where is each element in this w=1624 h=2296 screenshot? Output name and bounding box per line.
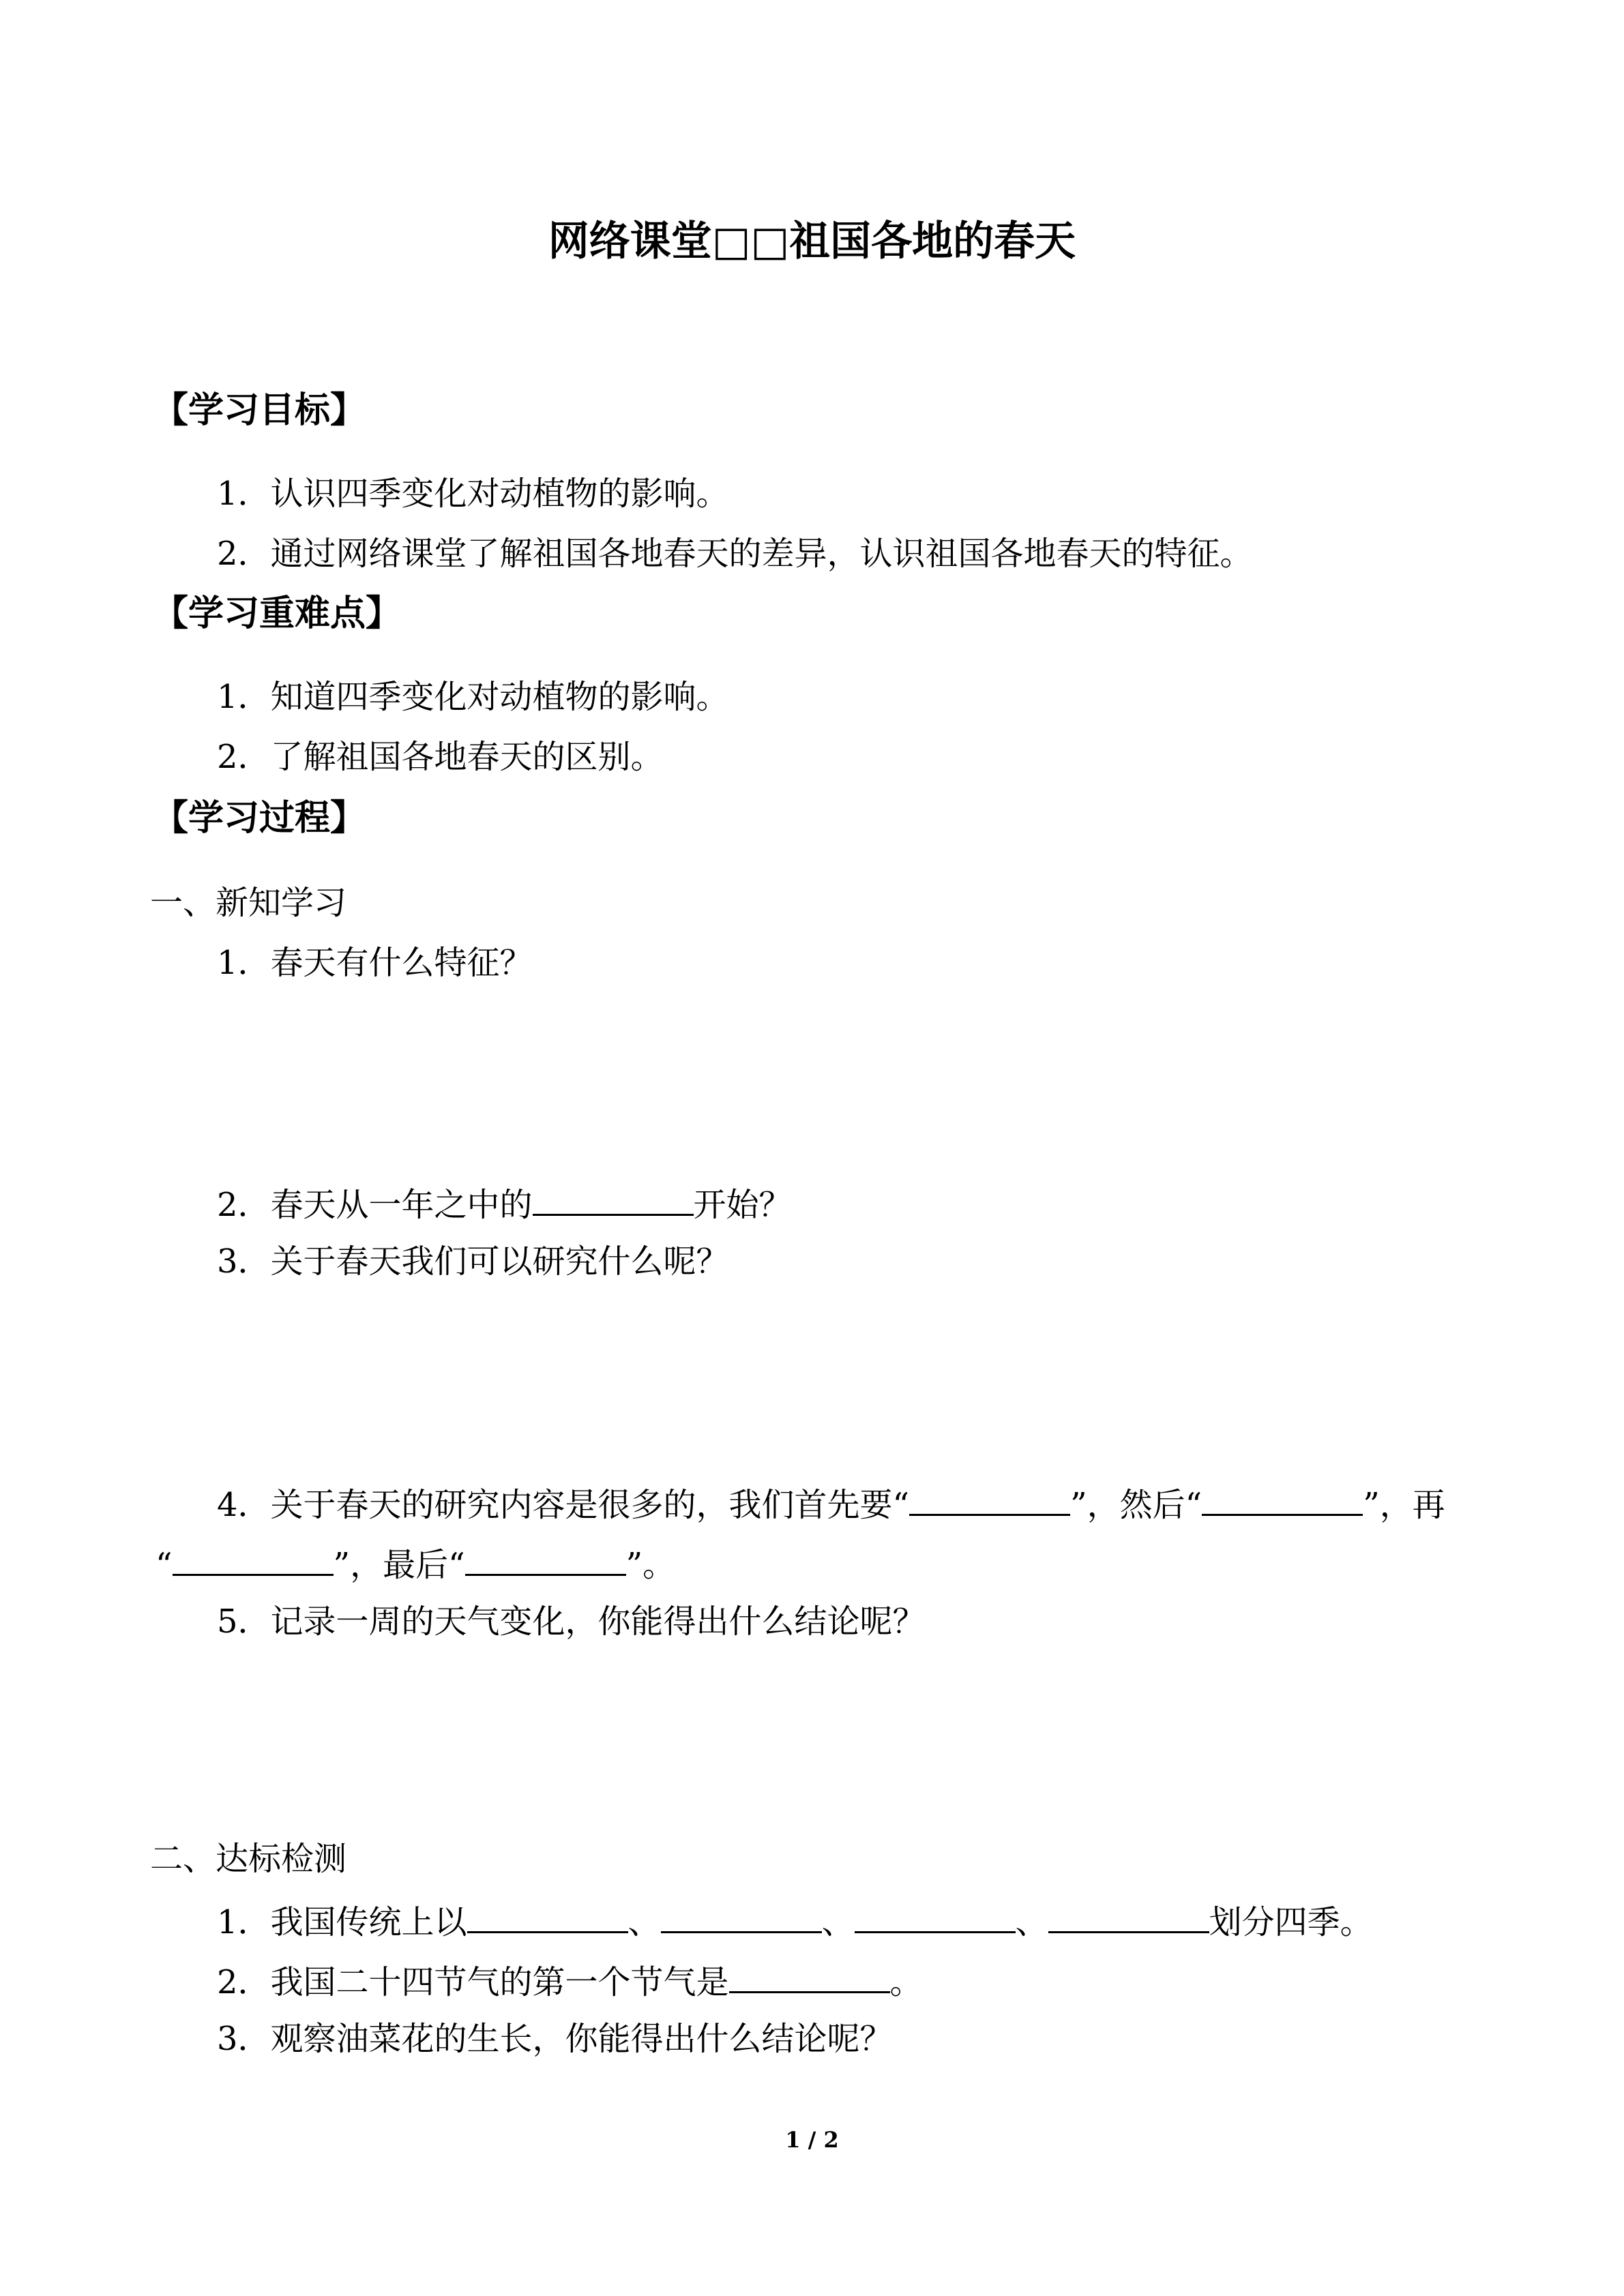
part1-title: 一、新知学习 — [150, 884, 347, 922]
answer-blank[interactable] — [465, 1540, 626, 1576]
question-text: 2．我国二十四节气的第一个节气是 — [217, 1963, 729, 2001]
question-text: ”，然后“ — [1070, 1486, 1202, 1524]
goals-heading: 【学习目标】 — [153, 389, 366, 431]
key-point-item-2: 2．了解祖国各地春天的区别。 — [217, 738, 664, 776]
answer-blank[interactable] — [661, 1897, 822, 1933]
page-title: 网络课堂□□祖国各地的春天 — [548, 218, 1076, 265]
part2-question-3: 3．观察油菜花的生长，你能得出什么结论呢？ — [217, 2020, 893, 2058]
part1-question-4-line-1 — [217, 1480, 1445, 1523]
process-heading: 【学习过程】 — [153, 797, 366, 839]
part2-title: 二、达标检测 — [150, 1840, 347, 1878]
separator: 、 — [628, 1903, 661, 1941]
question-text: 2．春天从一年之中的 — [217, 1186, 533, 1224]
question-text: 4．关于春天的研究内容是很多的，我们首先要“ — [217, 1486, 910, 1524]
part2-question-1 — [217, 1897, 1373, 1941]
answer-blank[interactable] — [1048, 1897, 1209, 1933]
key-points-heading: 【学习重难点】 — [153, 593, 402, 634]
part1-question-1: 1．春天有什么特征？ — [217, 944, 533, 982]
answer-blank[interactable] — [467, 1897, 628, 1933]
question-text: ”。 — [625, 1546, 676, 1584]
goal-item-1: 1．认识四季变化对动植物的影响。 — [217, 475, 729, 513]
question-text: 开始？ — [693, 1186, 792, 1224]
page-number: 1 / 2 — [785, 2127, 839, 2153]
answer-blank[interactable] — [909, 1480, 1070, 1516]
question-text: ”，再 — [1363, 1486, 1445, 1524]
answer-blank[interactable] — [855, 1897, 1016, 1933]
part1-question-3: 3．关于春天我们可以研究什么呢？ — [217, 1242, 729, 1281]
answer-blank[interactable] — [1202, 1480, 1363, 1516]
question-text: 。 — [889, 1963, 923, 2001]
part1-question-4-line-2 — [156, 1540, 675, 1583]
answer-blank[interactable] — [729, 1957, 890, 1993]
separator: 、 — [1015, 1903, 1048, 1941]
question-text: ”，最后“ — [333, 1546, 465, 1584]
answer-blank[interactable] — [173, 1540, 334, 1576]
question-text: 划分四季。 — [1209, 1903, 1373, 1941]
question-text: “ — [156, 1546, 173, 1584]
separator: 、 — [821, 1903, 855, 1941]
part2-question-2 — [217, 1957, 923, 2001]
question-text: 1．我国传统上以 — [217, 1903, 467, 1941]
goal-item-2: 2．通过网络课堂了解祖国各地春天的差异，认识祖国各地春天的特征。 — [217, 535, 1253, 573]
part1-question-2 — [217, 1180, 792, 1223]
key-point-item-1: 1．知道四季变化对动植物的影响。 — [217, 678, 729, 716]
part1-question-5: 5．记录一周的天气变化，你能得出什么结论呢？ — [217, 1602, 926, 1641]
answer-blank[interactable] — [533, 1180, 694, 1216]
